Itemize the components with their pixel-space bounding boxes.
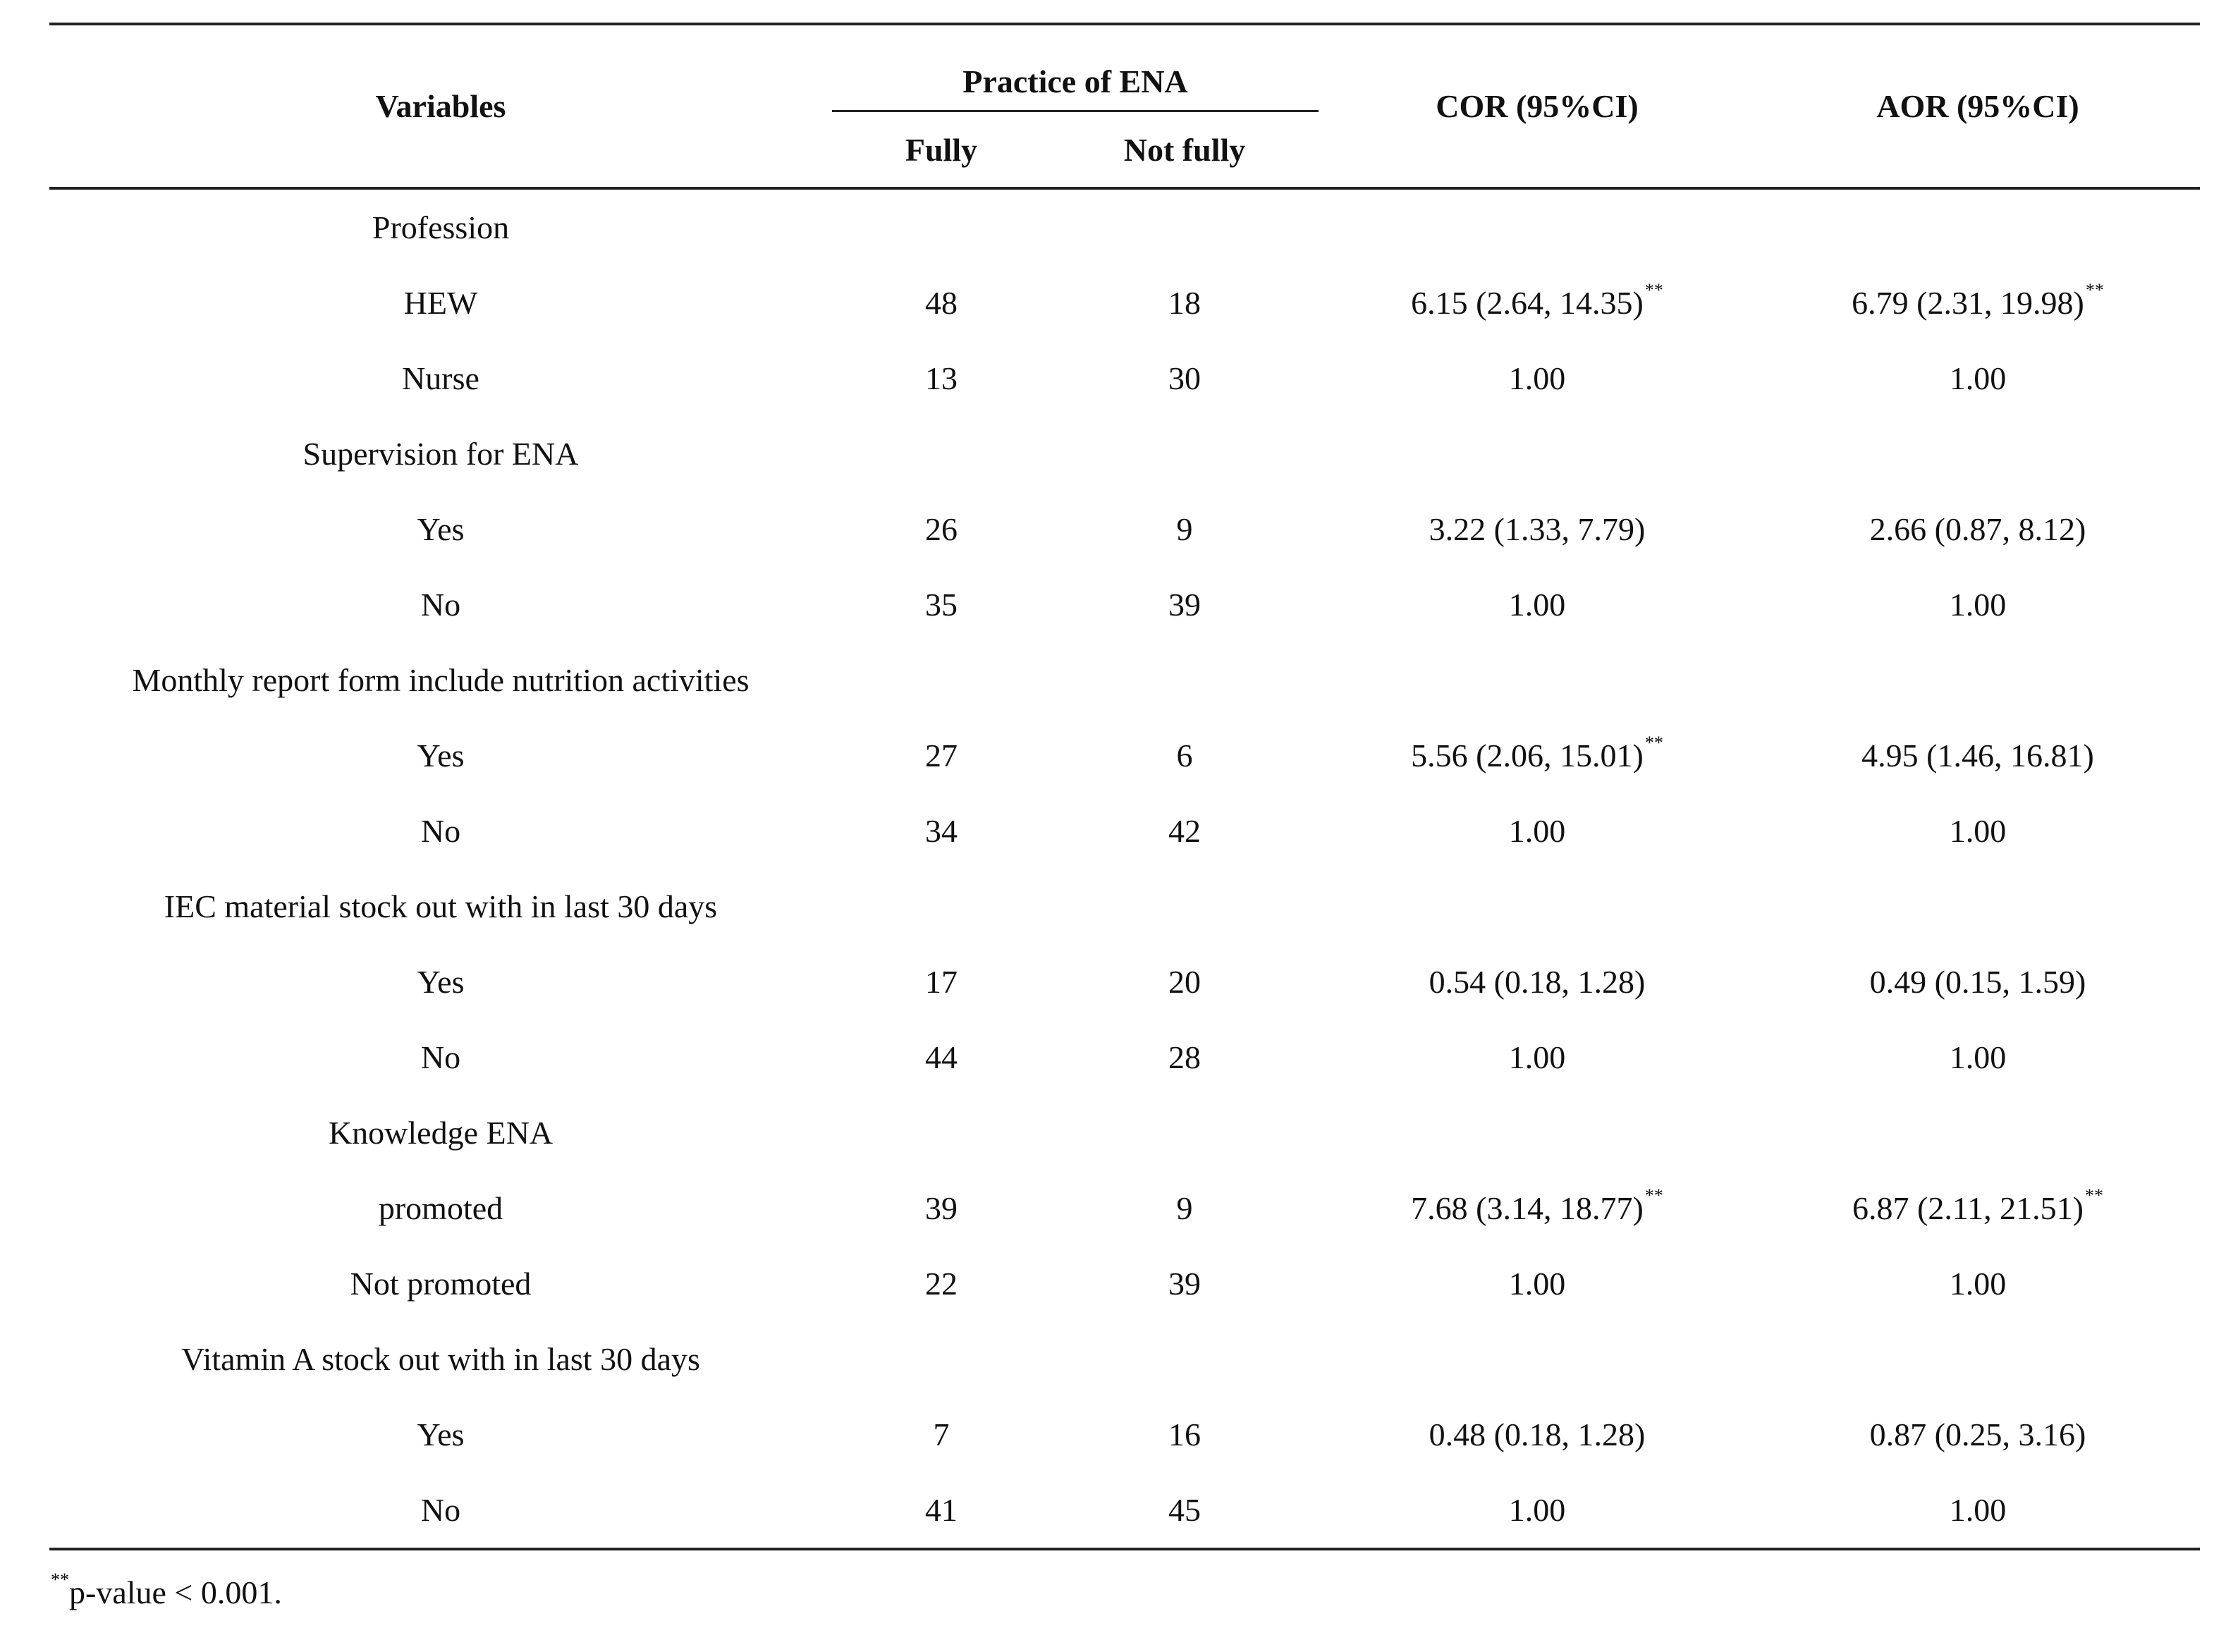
header-not-fully: Not fully — [1051, 111, 1319, 189]
empty-cell — [1319, 642, 1756, 718]
fully-count: 13 — [925, 360, 958, 396]
empty-cell — [1319, 416, 1756, 491]
category-row — [49, 642, 2200, 718]
cor-value: 5.56 (2.06, 15.01) — [1411, 738, 1644, 773]
aor-value: 1.00 — [1949, 1039, 2007, 1075]
aor-value: 1.00 — [1949, 1266, 2007, 1302]
table-header — [49, 24, 2200, 188]
cor-value: 6.15 (2.64, 14.35) — [1411, 285, 1644, 321]
empty-cell — [1756, 416, 2200, 491]
table-row — [49, 341, 2200, 416]
empty-cell — [1756, 1095, 2200, 1170]
fully-count: 26 — [925, 511, 958, 547]
empty-cell — [1756, 642, 2200, 718]
table-row — [49, 1246, 2200, 1321]
empty-cell — [1756, 1321, 2200, 1397]
table-row — [49, 944, 2200, 1020]
aor-value: 6.79 (2.31, 19.98) — [1852, 285, 2084, 321]
table-row — [49, 1397, 2200, 1472]
category-label: IEC material stock out with in last 30 days — [164, 888, 718, 924]
category-row — [49, 1321, 2200, 1397]
cor-cell — [1319, 491, 1756, 567]
row-label: promoted — [378, 1190, 503, 1226]
aor-cell — [1756, 944, 2200, 1020]
category-label: Monthly report form include nutrition activities — [132, 662, 750, 698]
empty-cell — [832, 1095, 1051, 1170]
fully-count: 17 — [925, 964, 958, 1000]
category-label: Vitamin A stock out with in last 30 days — [181, 1341, 700, 1377]
fully-count: 34 — [925, 813, 958, 849]
cor-cell — [1319, 718, 1756, 793]
fully-count: 44 — [925, 1039, 958, 1075]
results-table — [49, 23, 2200, 1550]
footnote-marker: ** — [51, 1570, 69, 1590]
cor-cell — [1319, 265, 1756, 341]
empty-cell — [1051, 642, 1319, 718]
aor-cell — [1756, 491, 2200, 567]
table-row — [49, 567, 2200, 642]
cor-value: 1.00 — [1508, 1266, 1566, 1302]
not-fully-count: 42 — [1168, 813, 1201, 849]
table-row — [49, 1020, 2200, 1095]
aor-value: 4.95 (1.46, 16.81) — [1861, 738, 2094, 773]
cor-value: 1.00 — [1508, 587, 1566, 623]
empty-cell — [832, 416, 1051, 491]
empty-cell — [832, 642, 1051, 718]
category-label: Supervision for ENA — [302, 436, 579, 472]
cor-cell — [1319, 341, 1756, 416]
header-variables: Variables — [49, 24, 832, 188]
empty-cell — [1051, 188, 1319, 265]
header-practice-group: Practice of ENA — [832, 24, 1319, 111]
empty-cell — [1319, 1095, 1756, 1170]
category-label: Knowledge ENA — [328, 1115, 554, 1151]
not-fully-count: 9 — [1176, 1190, 1193, 1226]
header-cor: COR (95%CI) — [1319, 24, 1756, 188]
cor-value: 0.54 (0.18, 1.28) — [1429, 964, 1646, 1000]
fully-count: 48 — [925, 285, 958, 321]
category-row — [49, 188, 2200, 265]
aor-cell — [1756, 1246, 2200, 1321]
table-body — [49, 188, 2200, 1549]
empty-cell — [1756, 188, 2200, 265]
table-row — [49, 265, 2200, 341]
row-label: Yes — [417, 738, 465, 773]
fully-count: 39 — [925, 1190, 958, 1226]
aor-cell — [1756, 1170, 2200, 1246]
table-row — [49, 1472, 2200, 1549]
table-row — [49, 491, 2200, 567]
significance-marker: ** — [1644, 280, 1663, 300]
category-row — [49, 1095, 2200, 1170]
aor-value: 1.00 — [1949, 1492, 2007, 1528]
row-label: Yes — [417, 511, 465, 547]
empty-cell — [1319, 188, 1756, 265]
aor-value: 2.66 (0.87, 8.12) — [1869, 511, 2086, 547]
not-fully-count: 30 — [1168, 360, 1201, 396]
cor-value: 1.00 — [1508, 1492, 1566, 1528]
row-label: No — [420, 1039, 461, 1075]
table-row — [49, 718, 2200, 793]
aor-value: 6.87 (2.11, 21.51) — [1852, 1190, 2084, 1226]
cor-cell — [1319, 793, 1756, 869]
row-label: HEW — [403, 285, 478, 321]
significance-marker: ** — [1644, 733, 1663, 753]
not-fully-count: 39 — [1168, 587, 1201, 623]
row-label: Yes — [417, 964, 465, 1000]
row-label: Nurse — [402, 360, 479, 396]
row-label: Yes — [417, 1417, 465, 1452]
cor-value: 0.48 (0.18, 1.28) — [1429, 1417, 1646, 1452]
cor-value: 7.68 (3.14, 18.77) — [1411, 1190, 1644, 1226]
cor-cell — [1319, 1246, 1756, 1321]
fully-count: 22 — [925, 1266, 958, 1302]
aor-value: 1.00 — [1949, 587, 2007, 623]
aor-cell — [1756, 265, 2200, 341]
row-label: No — [49, 1472, 832, 1549]
not-fully-count: 45 — [1051, 1472, 1319, 1549]
cor-cell — [1319, 567, 1756, 642]
empty-cell — [1319, 1321, 1756, 1397]
not-fully-count: 16 — [1168, 1417, 1201, 1452]
cor-cell — [1319, 1472, 1756, 1549]
cor-cell — [1319, 1397, 1756, 1472]
aor-value: 0.87 (0.25, 3.16) — [1869, 1417, 2086, 1452]
cor-value: 1.00 — [1508, 360, 1566, 396]
not-fully-count: 18 — [1168, 285, 1201, 321]
row-label: No — [420, 587, 461, 623]
category-label: Profession — [372, 209, 510, 245]
aor-cell — [1756, 718, 2200, 793]
cor-cell — [1319, 1020, 1756, 1095]
aor-cell — [1756, 1020, 2200, 1095]
footnote-text: p-value < 0.001. — [69, 1574, 282, 1610]
aor-cell — [1756, 793, 2200, 869]
aor-value: 0.49 (0.15, 1.59) — [1869, 964, 2086, 1000]
cor-cell — [1319, 1170, 1756, 1246]
header-fully: Fully — [832, 111, 1051, 189]
cor-value: 1.00 — [1508, 1039, 1566, 1075]
empty-cell — [1756, 869, 2200, 944]
fully-count: 41 — [832, 1472, 1051, 1549]
not-fully-count: 39 — [1168, 1266, 1201, 1302]
table-row — [49, 1170, 2200, 1246]
empty-cell — [1051, 869, 1319, 944]
not-fully-count: 9 — [1176, 511, 1193, 547]
header-aor: AOR (95%CI) — [1756, 24, 2200, 188]
row-label: No — [420, 813, 461, 849]
significance-marker: ** — [2084, 1185, 2103, 1206]
footnote — [51, 1570, 282, 1611]
not-fully-count: 28 — [1168, 1039, 1201, 1075]
aor-cell — [1756, 1397, 2200, 1472]
aor-cell — [1756, 1472, 2200, 1549]
not-fully-count: 6 — [1176, 738, 1193, 773]
not-fully-count: 20 — [1168, 964, 1201, 1000]
cor-value: 1.00 — [1508, 813, 1566, 849]
empty-cell — [1051, 416, 1319, 491]
empty-cell — [1051, 1321, 1319, 1397]
category-row — [49, 416, 2200, 491]
cor-value: 3.22 (1.33, 7.79) — [1429, 511, 1646, 547]
empty-cell — [1319, 869, 1756, 944]
empty-cell — [832, 1321, 1051, 1397]
row-label: Not promoted — [350, 1266, 532, 1302]
significance-marker: ** — [1644, 1185, 1663, 1206]
cor-cell — [1319, 944, 1756, 1020]
significance-marker: ** — [2085, 280, 2104, 300]
aor-value: 1.00 — [1949, 813, 2007, 849]
aor-value: 1.00 — [1949, 360, 2007, 396]
empty-cell — [1051, 1095, 1319, 1170]
fully-count: 7 — [933, 1417, 950, 1452]
empty-cell — [832, 869, 1051, 944]
empty-cell — [832, 188, 1051, 265]
aor-cell — [1756, 341, 2200, 416]
aor-cell — [1756, 567, 2200, 642]
category-row — [49, 869, 2200, 944]
fully-count: 27 — [925, 738, 958, 773]
table-row — [49, 793, 2200, 869]
fully-count: 35 — [925, 587, 958, 623]
